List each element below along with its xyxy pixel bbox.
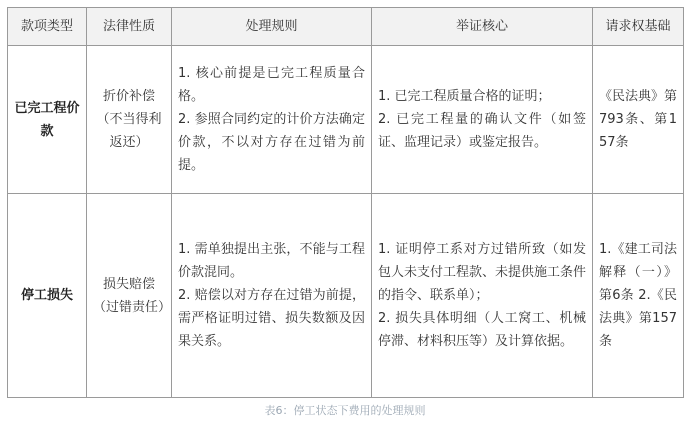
rule-item: 2. 赔偿以对方存在过错为前提，需严格证明过错、损失数额及因果关系。 bbox=[178, 288, 365, 349]
proof-item: 1. 证明停工系对方过错所致（如发包人未支付工程款、未提供施工条件的指令、联系单）； bbox=[378, 242, 587, 303]
cell-proof-core bbox=[372, 194, 593, 398]
header-legal-nature: 法律性质 bbox=[87, 8, 172, 46]
cell-legal-nature: 折价补偿（不当得利返还） bbox=[87, 46, 172, 194]
header-proof-core: 举证核心 bbox=[372, 8, 593, 46]
proof-item: 2. 已完工程量的确认文件（如签证、监理记录）或鉴定报告。 bbox=[378, 112, 586, 150]
cell-fee-type: 停工损失 bbox=[8, 194, 87, 398]
table-caption: 表6：停工状态下费用的处理规则 bbox=[264, 404, 426, 417]
rule-item: 2. 参照合同约定的计价方法确定价款，不以对方存在过错为前提。 bbox=[178, 112, 365, 173]
cell-handling-rule bbox=[172, 46, 372, 194]
rule-item: 1. 需单独提出主张，不能与工程价款混同。 bbox=[178, 242, 365, 280]
table-row bbox=[8, 46, 684, 194]
rule-item: 1. 核心前提是已完工程质量合格。 bbox=[178, 66, 365, 104]
cell-handling-rule bbox=[172, 194, 372, 398]
header-fee-type: 款项类型 bbox=[8, 8, 87, 46]
proof-item: 2. 损失具体明细（人工窝工、机械停滞、材料积压等）及计算依据。 bbox=[378, 311, 586, 349]
cell-claim-basis: 《民法典》第793条、第157条 bbox=[593, 46, 684, 194]
cell-fee-type: 已完工程价款 bbox=[8, 46, 87, 194]
cell-claim-basis: 1.《建工司法解释（一）》第6条 2.《民法典》第157条 bbox=[593, 194, 684, 398]
header-handling-rule: 处理规则 bbox=[172, 8, 372, 46]
table-header-row bbox=[8, 8, 684, 46]
cell-proof-core bbox=[372, 46, 593, 194]
header-claim-basis: 请求权基础 bbox=[593, 8, 684, 46]
table-row bbox=[8, 194, 684, 398]
cell-legal-nature: 损失赔偿（过错责任） bbox=[87, 194, 172, 398]
proof-item: 1. 已完工程质量合格的证明； bbox=[378, 89, 551, 104]
fee-rules-table bbox=[7, 7, 684, 398]
